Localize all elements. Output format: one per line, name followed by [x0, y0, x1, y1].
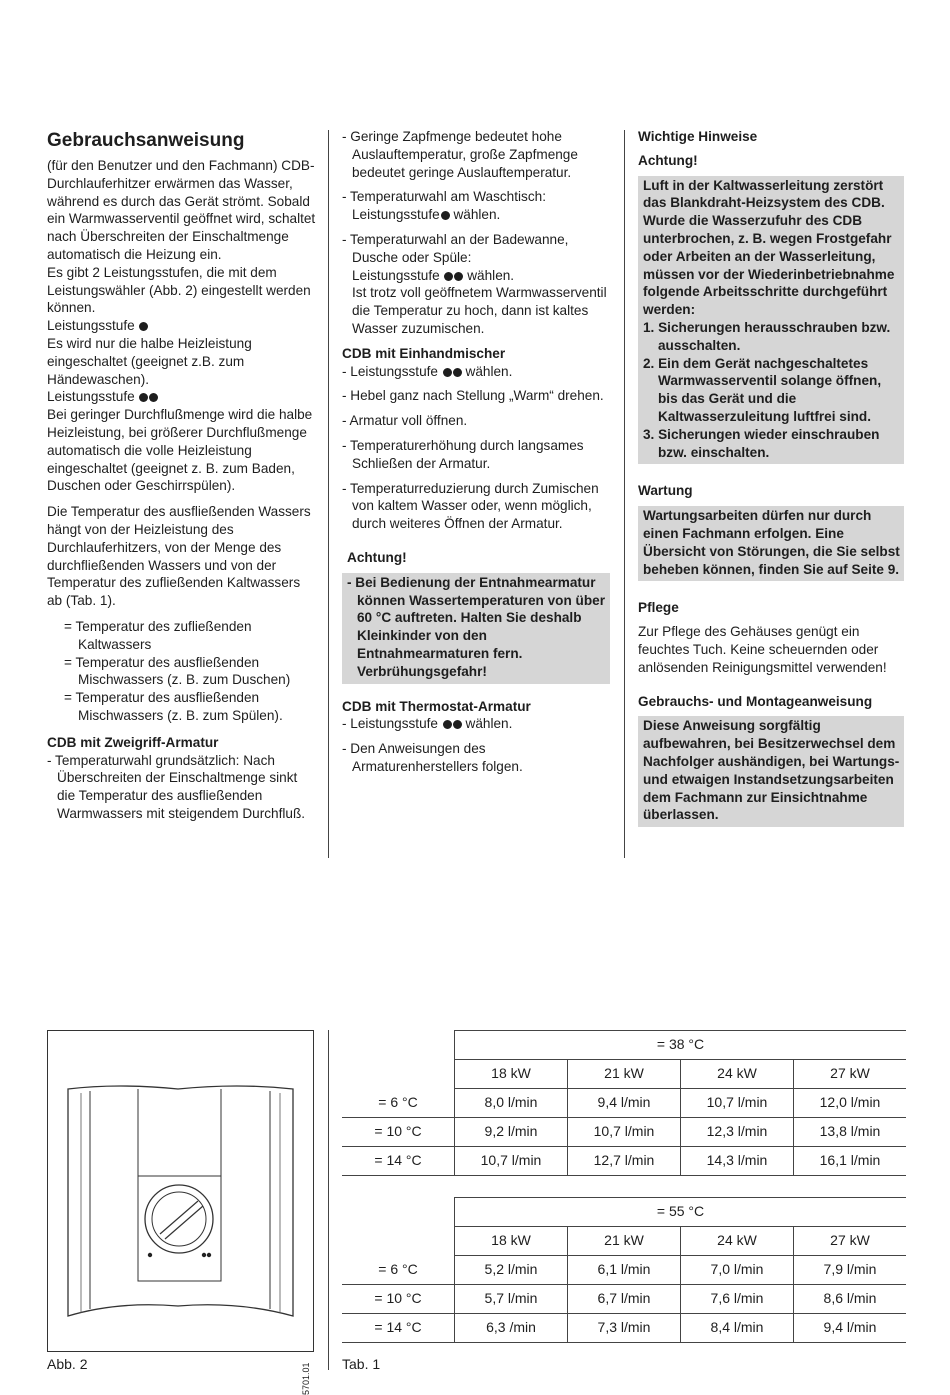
pflege-text: Zur Pflege des Gehäuses genügt ein feuchtes Tuch. Keine scheuernden oder anlösenden Reinigungsmittel verwenden!	[638, 624, 887, 675]
flow-value: 7,3 l/min	[567, 1314, 680, 1343]
power-header: 27 kW	[793, 1060, 906, 1089]
einhand-item: - Hebel ganz nach Stellung „Warm“ drehen.	[342, 388, 604, 404]
figure-divider	[328, 1030, 329, 1370]
achtung-heading-col3: Achtung!	[638, 152, 698, 168]
waschtisch-sub	[342, 206, 610, 224]
double-dot-icon	[139, 393, 148, 402]
thermostat-first-end: wählen.	[465, 716, 513, 732]
step-item: 3. Sicherungen wieder einschrauben bzw. einschalten.	[643, 426, 880, 460]
flow-value: 12,7 l/min	[567, 1147, 680, 1176]
flow-value: 7,6 l/min	[680, 1285, 793, 1314]
badewanne-extra: Ist trotz voll geöffnetem Warmwasserventil die Temperatur zu hoch, dann ist kaltes Wasser zuzumischen.	[352, 285, 607, 336]
column-1	[47, 128, 317, 823]
inlet-temp: = 14 °C	[342, 1147, 454, 1176]
montage-box: Diese Anweisung sorgfältig aufbewahren, bei Besitzerwechsel dem Nachfolger aushändigen, bei Wartungs- und etwaigen Instandsetzungsarbeiten dem Fachmann zur Einsichtnahme überlassen.	[638, 716, 904, 827]
hinweise-heading: Wichtige Hinweise	[638, 129, 758, 144]
stages-text: Es gibt 2 Leistungsstufen, die mit dem Leistungswähler (Abb. 2) eingestellt werden können.	[47, 264, 311, 316]
flow-value: 5,2 l/min	[454, 1256, 567, 1285]
double-dot-icon	[453, 720, 462, 729]
page-title: Gebrauchsanweisung	[47, 130, 245, 151]
flow-value: 14,3 l/min	[680, 1147, 793, 1176]
water-heater-drawing	[48, 1031, 313, 1351]
double-dot-icon	[454, 272, 463, 281]
single-dot-icon	[139, 322, 148, 331]
column-divider-2	[624, 130, 625, 858]
double-dot-icon	[444, 272, 453, 281]
flow-value: 8,4 l/min	[680, 1314, 793, 1343]
double-dot-icon	[149, 393, 158, 402]
legend-item: = Temperatur des ausfließenden Mischwassers (z. B. zum Duschen)	[64, 654, 291, 688]
flow-value: 10,7 l/min	[680, 1089, 793, 1118]
figure-caption: Abb. 2	[47, 1356, 88, 1372]
table-row	[342, 1118, 906, 1147]
inlet-temp: = 14 °C	[342, 1314, 454, 1343]
double-dot-icon	[443, 368, 452, 377]
air-warning-box	[638, 176, 904, 465]
einhand-item: - Temperaturreduzierung durch Zumischen von kaltem Wasser oder, wenn möglich, durch weiteres Öffnen der Armatur.	[342, 480, 599, 532]
legend-item: = Temperatur des ausfließenden Mischwassers (z. B. zum Spülen).	[64, 690, 283, 723]
inlet-temp: = 6 °C	[342, 1256, 454, 1285]
stage1-label-line	[47, 317, 317, 335]
flow-value: 6,1 l/min	[567, 1256, 680, 1285]
power-header: 18 kW	[454, 1060, 567, 1089]
zweigriff-heading: CDB mit Zweigriff-Armatur	[47, 734, 219, 750]
power-header: 21 kW	[567, 1060, 680, 1089]
badewanne-item: - Temperaturwahl an der Badewanne, Dusche oder Spüle:	[342, 231, 569, 265]
flow-value: 9,2 l/min	[454, 1118, 567, 1147]
column-3	[638, 128, 904, 827]
flow-value: 13,8 l/min	[793, 1118, 906, 1147]
step-item: 1. Sicherungen herausschrauben bzw. ausschalten.	[643, 319, 891, 353]
inlet-temp: = 10 °C	[342, 1118, 454, 1147]
legend-list	[47, 618, 317, 725]
step-item: 2. Ein dem Gerät nachgeschaltetes Warmwasserventil solange öffnen, bis das Gerät und die Kaltwasserzuleitung luftfrei sind.	[643, 355, 882, 424]
stage2-label-line	[47, 388, 317, 406]
table-row	[342, 1147, 906, 1176]
temperature-paragraph: Die Temperatur des ausfließenden Wassers hängt von der Heizleistung des Durchlauferhitzers, von der Menge des durchfließenden Wassers und von der Temperatur des zufließenden Kaltwassers ab (Tab. 1).	[47, 504, 311, 609]
power-header: 24 kW	[680, 1227, 793, 1256]
power-header: 21 kW	[567, 1227, 680, 1256]
einhand-first-end: wählen.	[465, 363, 513, 379]
double-dot-icon	[453, 368, 462, 377]
flow-value: 6,7 l/min	[567, 1285, 680, 1314]
thermostat-first-label: - Leistungsstufe	[342, 716, 438, 732]
flow-value: 9,4 l/min	[793, 1314, 906, 1343]
stage2-label: Leistungsstufe	[47, 389, 135, 405]
inlet-temp: = 10 °C	[342, 1285, 454, 1314]
thermostat-second: - Den Anweisungen des Armaturenherstellers folgen.	[342, 741, 523, 774]
montage-heading: Gebrauchs- und Montageanweisung	[638, 693, 873, 709]
flow-value: 7,0 l/min	[680, 1256, 793, 1285]
flow-value: 10,7 l/min	[454, 1147, 567, 1176]
power-header: 27 kW	[793, 1227, 906, 1256]
flow-value: 10,7 l/min	[567, 1118, 680, 1147]
flow-value: 5,7 l/min	[454, 1285, 567, 1314]
intro-text: (für den Benutzer und den Fachmann) CDB-Durchlauferhitzer erwärmen das Wasser, während es durch das Gerät strömt. Sobald ein Warmwasserventil geöffnet wird, schaltet nach Überschreiten der Einschaltmenge automatisch die Heizung ein.	[47, 158, 316, 262]
zweigriff-text: - Temperaturwahl grundsätzlich: Nach Überschreiten der Einschaltmenge sinkt die Temperatur des ausfließenden Warmwassers mit steigendem Durchfluß.	[47, 752, 306, 821]
table-row	[342, 1089, 906, 1118]
table-row	[342, 1256, 906, 1285]
power-header: 24 kW	[680, 1060, 793, 1089]
power-header: 18 kW	[454, 1227, 567, 1256]
einhand-first-label: - Leistungsstufe	[342, 363, 438, 379]
flow-value: 8,0 l/min	[454, 1089, 567, 1118]
flow-value: 6,3 /min	[454, 1314, 567, 1343]
air-warning-intro: Luft in der Kaltwasserleitung zerstört das Blankdraht-Heizsystem des CDB. Wurde die Wasserzufuhr des CDB unterbrochen, z. B. wegen Frostgefahr oder Arbeiten an der Wasserleitung, müssen vor der Wiederinbetriebnahme folgende Arbeitsschritte durchgeführt werden:	[643, 177, 895, 318]
column-divider-1	[328, 130, 329, 858]
waschtisch-item: - Temperaturwahl am Waschtisch:	[342, 189, 546, 205]
stage2-text: Bei geringer Durchflußmenge wird die halbe Heizleistung, bei größerer Durchflußmenge automatisch die volle Heizleistung eingeschaltet (geeignet z. B. zum Baden, Duschen oder Geschirrspülen).	[47, 407, 313, 494]
badewanne-sub	[342, 267, 610, 285]
flow-value: 9,4 l/min	[567, 1089, 680, 1118]
einhand-heading: CDB mit Einhandmischer	[342, 345, 506, 361]
column-2	[342, 128, 610, 776]
flow-table-55	[342, 1197, 906, 1343]
einhand-first	[342, 363, 610, 381]
flow-value: 8,6 l/min	[793, 1285, 906, 1314]
single-dot-icon	[441, 211, 450, 220]
double-dot-icon	[207, 1253, 211, 1257]
flow-table-38	[342, 1030, 906, 1176]
waschtisch-sub-label: Leistungsstufe	[352, 207, 440, 223]
warning-box: - Bei Bedienung der Entnahmearmatur können Wassertemperaturen von über 60 °C auftreten. Halten Sie deshalb Kleinkinder von den Entnahmearmaturen fern. Verbrühungsgefahr!	[342, 573, 610, 684]
waschtisch-sub-end: wählen.	[453, 207, 501, 223]
legend-item: = Temperatur des zufließenden Kaltwassers	[64, 618, 252, 652]
flow-value: 7,9 l/min	[793, 1256, 906, 1285]
stage1-text: Es wird nur die halbe Heizleistung eingeschaltet (geeignet z.B. zum Händewaschen).	[47, 335, 252, 387]
double-dot-icon	[443, 720, 452, 729]
table-row	[342, 1314, 906, 1343]
single-dot-icon	[148, 1253, 152, 1257]
stage1-label: Leistungsstufe	[47, 318, 135, 334]
double-dot-icon	[202, 1253, 206, 1257]
wartung-heading: Wartung	[638, 483, 693, 499]
badewanne-sub-label: Leistungsstufe	[352, 267, 440, 283]
wartung-box: Wartungsarbeiten dürfen nur durch einen Fachmann erfolgen. Eine Übersicht von Störungen, die Sie selbst beheben können, finden Sie auf Seite 9.	[638, 506, 904, 581]
thermostat-heading: CDB mit Thermostat-Armatur	[342, 698, 531, 714]
table-caption: Tab. 1	[342, 1356, 381, 1372]
flow-value: 16,1 l/min	[793, 1147, 906, 1176]
selector-knob	[145, 1185, 213, 1253]
zapfmenge-item: - Geringe Zapfmenge bedeutet hohe Auslauftemperatur, große Zapfmenge bedeutet geringe Auslauftemperatur.	[342, 129, 578, 180]
achtung-heading: Achtung!	[347, 549, 407, 565]
table-header-38: = 38 °C	[454, 1030, 906, 1060]
figure-code: 5701.01	[301, 1362, 311, 1395]
einhand-item: - Armatur voll öffnen.	[342, 413, 468, 429]
table-row	[342, 1285, 906, 1314]
pflege-heading: Pflege	[638, 600, 679, 616]
flow-value: 12,3 l/min	[680, 1118, 793, 1147]
inlet-temp: = 6 °C	[342, 1089, 454, 1118]
flow-value: 12,0 l/min	[793, 1089, 906, 1118]
einhand-item: - Temperaturerhöhung durch langsames Schließen der Armatur.	[342, 437, 584, 471]
thermostat-first	[342, 715, 610, 733]
table-header-55: = 55 °C	[454, 1197, 906, 1227]
badewanne-sub-end: wählen.	[467, 267, 515, 283]
